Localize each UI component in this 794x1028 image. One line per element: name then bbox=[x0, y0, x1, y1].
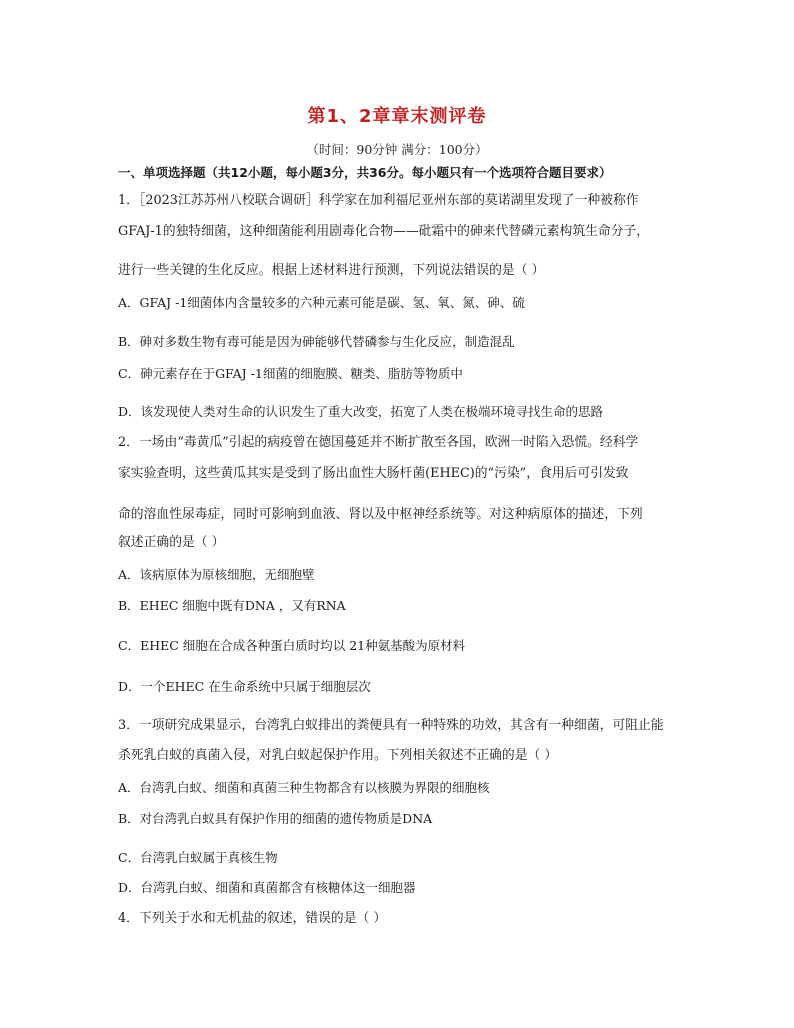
question-3-option-c: C．台湾乳白蚁属于真核生物 bbox=[118, 850, 278, 865]
question-4-stem-line-1: 4．下列关于水和无机盐的叙述，错误的是（ ） bbox=[118, 911, 387, 926]
question-3-option-b: B．对台湾乳白蚁具有保护作用的细菌的遗传物质是DNA bbox=[118, 811, 433, 826]
page-title: 第1、2章章末测评卷 bbox=[307, 106, 487, 127]
question-3-option-a: A．台湾乳白蚁、细菌和真菌三种生物都含有以核膜为界限的细胞核 bbox=[118, 780, 490, 795]
question-1-option-a: A．GFAJ -1细菌体内含量较多的六种元素可能是碳、氢、氧、氮、砷、硫 bbox=[118, 295, 525, 310]
question-3-option-d: D．台湾乳白蚁、细菌和真菌都含有核糖体这一细胞器 bbox=[118, 880, 416, 895]
question-2-stem-line-3: 命的溶血性尿毒症，同时可影响到血液、肾以及中枢神经系统等。对这种病原体的描述，下列 bbox=[118, 507, 643, 522]
question-3-stem-line-2: 杀死乳白蚁的真菌入侵，对乳白蚁起保护作用。下列相关叙述不正确的是（ ） bbox=[118, 748, 558, 763]
question-2-stem-line-4: 叙述正确的是（ ） bbox=[118, 535, 225, 550]
question-1-option-d: D．该发现使人类对生命的认识发生了重大改变，拓宽了人类在极端环境寻找生命的思路 bbox=[118, 404, 604, 419]
exam-info: （时间：90分钟 满分：100分） bbox=[306, 142, 488, 157]
question-2-stem-line-2: 家实验查明，这些黄瓜其实是受到了肠出血性大肠杆菌(EHEC)的“污染”，食用后可引发致 bbox=[118, 466, 629, 481]
question-1-stem-line-2: GFAJ-1的独特细菌，这种细菌能利用剧毒化合物——砒霜中的砷来代替磷元素构筑生命分子， bbox=[118, 224, 650, 239]
question-1-stem-line-3: 进行一些关键的生化反应。根据上述材料进行预测，下列说法错误的是（ ） bbox=[118, 263, 545, 278]
question-1-option-b: B．砷对多数生物有毒可能是因为砷能够代替磷参与生化反应，制造混乱 bbox=[118, 334, 515, 349]
question-2-option-a: A．该病原体为原核细胞，无细胞壁 bbox=[118, 567, 315, 582]
question-2-stem-line-1: 2．一场由“毒黄瓜”引起的病疫曾在德国蔓延并不断扩散至各国，欧洲一时陷入恐慌。经科学 bbox=[118, 435, 639, 450]
question-1-stem-line-1: 1．［2023江苏苏州八校联合调研］科学家在加利福尼亚州东部的莫诺湖里发现了一种被称作 bbox=[118, 193, 639, 208]
question-2-option-d: D．一个EHEC 在生命系统中只属于细胞层次 bbox=[118, 679, 371, 694]
section-header: 一、单项选择题（共12小题，每小题3分，共36分。每小题只有一个选项符合题目要求） bbox=[118, 165, 612, 180]
question-2-option-b: B．EHEC 细胞中既有DNA ，又有RNA bbox=[118, 598, 346, 613]
question-1-option-c: C．砷元素存在于GFAJ -1细菌的细胞膜、糖类、脂肪等物质中 bbox=[118, 366, 463, 381]
question-3-stem-line-1: 3．一项研究成果显示，台湾乳白蚁排出的粪便具有一种特殊的功效，其含有一种细菌，可阻止能 bbox=[118, 718, 664, 733]
question-2-option-c: C．EHEC 细胞在合成各种蛋白质时均以 21种氨基酸为原材料 bbox=[118, 638, 466, 653]
